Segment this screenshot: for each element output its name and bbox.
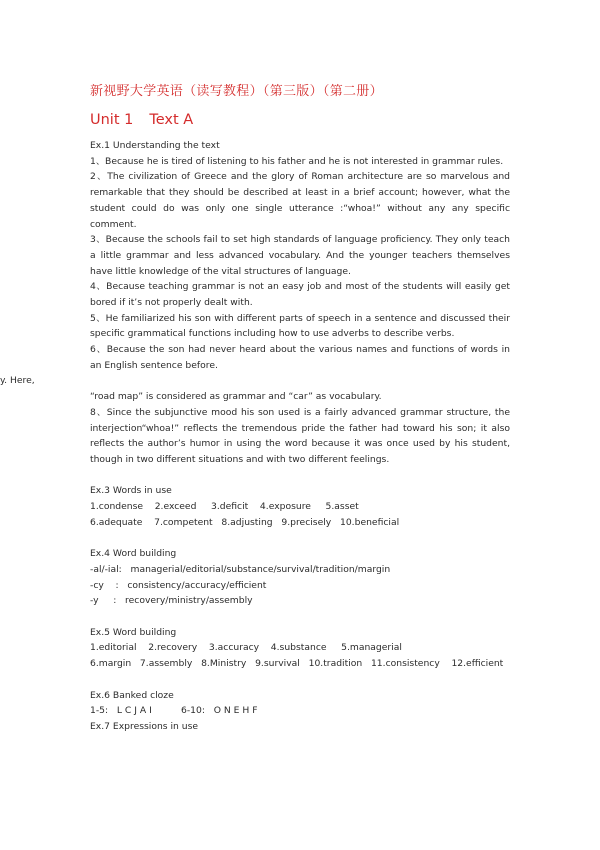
ex1-answer-4: 4、Because teaching grammar is not an easy job and most of the students will easily get bored if it’s not properly dealt with.	[90, 281, 510, 309]
ex1-answer-3: 3、Because the schools fail to set high standards of language proficiency. They only teach a little grammar and less advanced vocabulary. And the younger teachers themselves have little knowledge of the vital structures of language.	[90, 234, 510, 277]
unit-heading	[90, 112, 193, 128]
ex1-heading: Ex.1 Understanding the text	[90, 140, 220, 151]
text-label: Text A	[149, 112, 194, 128]
unit-label: Unit 1	[90, 112, 134, 128]
ex1-answer-8: 8、Since the subjunctive mood his son used is a fairly advanced grammar structure, the interjection“whoa!” reflects the tremendous pride the father had toward his son; it also reflects the author’s humor in using the word because it was once used by his student, though in two different situations and with two different feelings.	[90, 406, 510, 466]
ex7-heading: Ex.7 Expressions in use	[90, 720, 199, 732]
document-title: 新视野大学英语（读写教程）（第三版）（第二册）	[90, 84, 383, 99]
answer-content	[90, 138, 510, 735]
ex1-answer-6: 6、Because the son had never heard about the various names and functions of words in an English sentence before.	[90, 344, 510, 371]
ex4-line-2: -cy : consistency/accuracy/efficient	[90, 579, 267, 591]
ex5-line-1: 1.editorial 2.recovery 3.accuracy 4.substance 5.managerial	[90, 642, 402, 654]
ex1-answer-5: 5、He familiarized his son with different parts of speech in a sentence and discussed their specific grammatical functions including how to use adverbs to describe verbs.	[90, 312, 510, 340]
spacer	[90, 468, 510, 484]
ex1-answer-7-continued: “road map” is considered as grammar and “car” as vocabulary.	[90, 391, 382, 403]
ex4-line-3: -y : recovery/ministry/assembly	[90, 595, 253, 607]
ex6-heading: Ex.6 Banked cloze	[90, 689, 174, 701]
spacer	[90, 672, 510, 688]
ex3-line-1: 1.condense 2.exceed 3.deficit 4.exposure 5.asset	[90, 501, 359, 513]
ex1-answer-2: 2、The civilization of Greece and the glory of Roman architecture are so marvelous and remarkable that they should be described at least in a brief account; however, what the student could do was only one single utterance :“whoa!” without any any specific comment.	[90, 171, 510, 230]
spacer	[90, 374, 510, 390]
ex5-heading: Ex.5 Word building	[90, 626, 177, 638]
ex3-heading: Ex.3 Words in use	[90, 485, 172, 497]
stray-text-fragment: y. Here,	[0, 375, 35, 386]
ex3-line-2: 6.adequate 7.competent 8.adjusting 9.precisely 10.beneficial	[90, 516, 400, 528]
spacer	[90, 609, 510, 625]
ex1-answer-1: 1、Because he is tired of listening to his father and he is not interested in grammar rules.	[90, 155, 504, 167]
spacer	[90, 531, 510, 547]
ex4-line-1: -al/-ial: managerial/editorial/substance/survival/tradition/margin	[90, 563, 391, 575]
ex4-heading: Ex.4 Word building	[90, 548, 177, 560]
ex6-line-1: 1-5: L C J A I 6-10: O N E H F	[90, 705, 258, 717]
ex5-line-2: 6.margin 7.assembly 8.Ministry 9.survival 10.tradition 11.consistency 12.efficient	[90, 658, 504, 670]
